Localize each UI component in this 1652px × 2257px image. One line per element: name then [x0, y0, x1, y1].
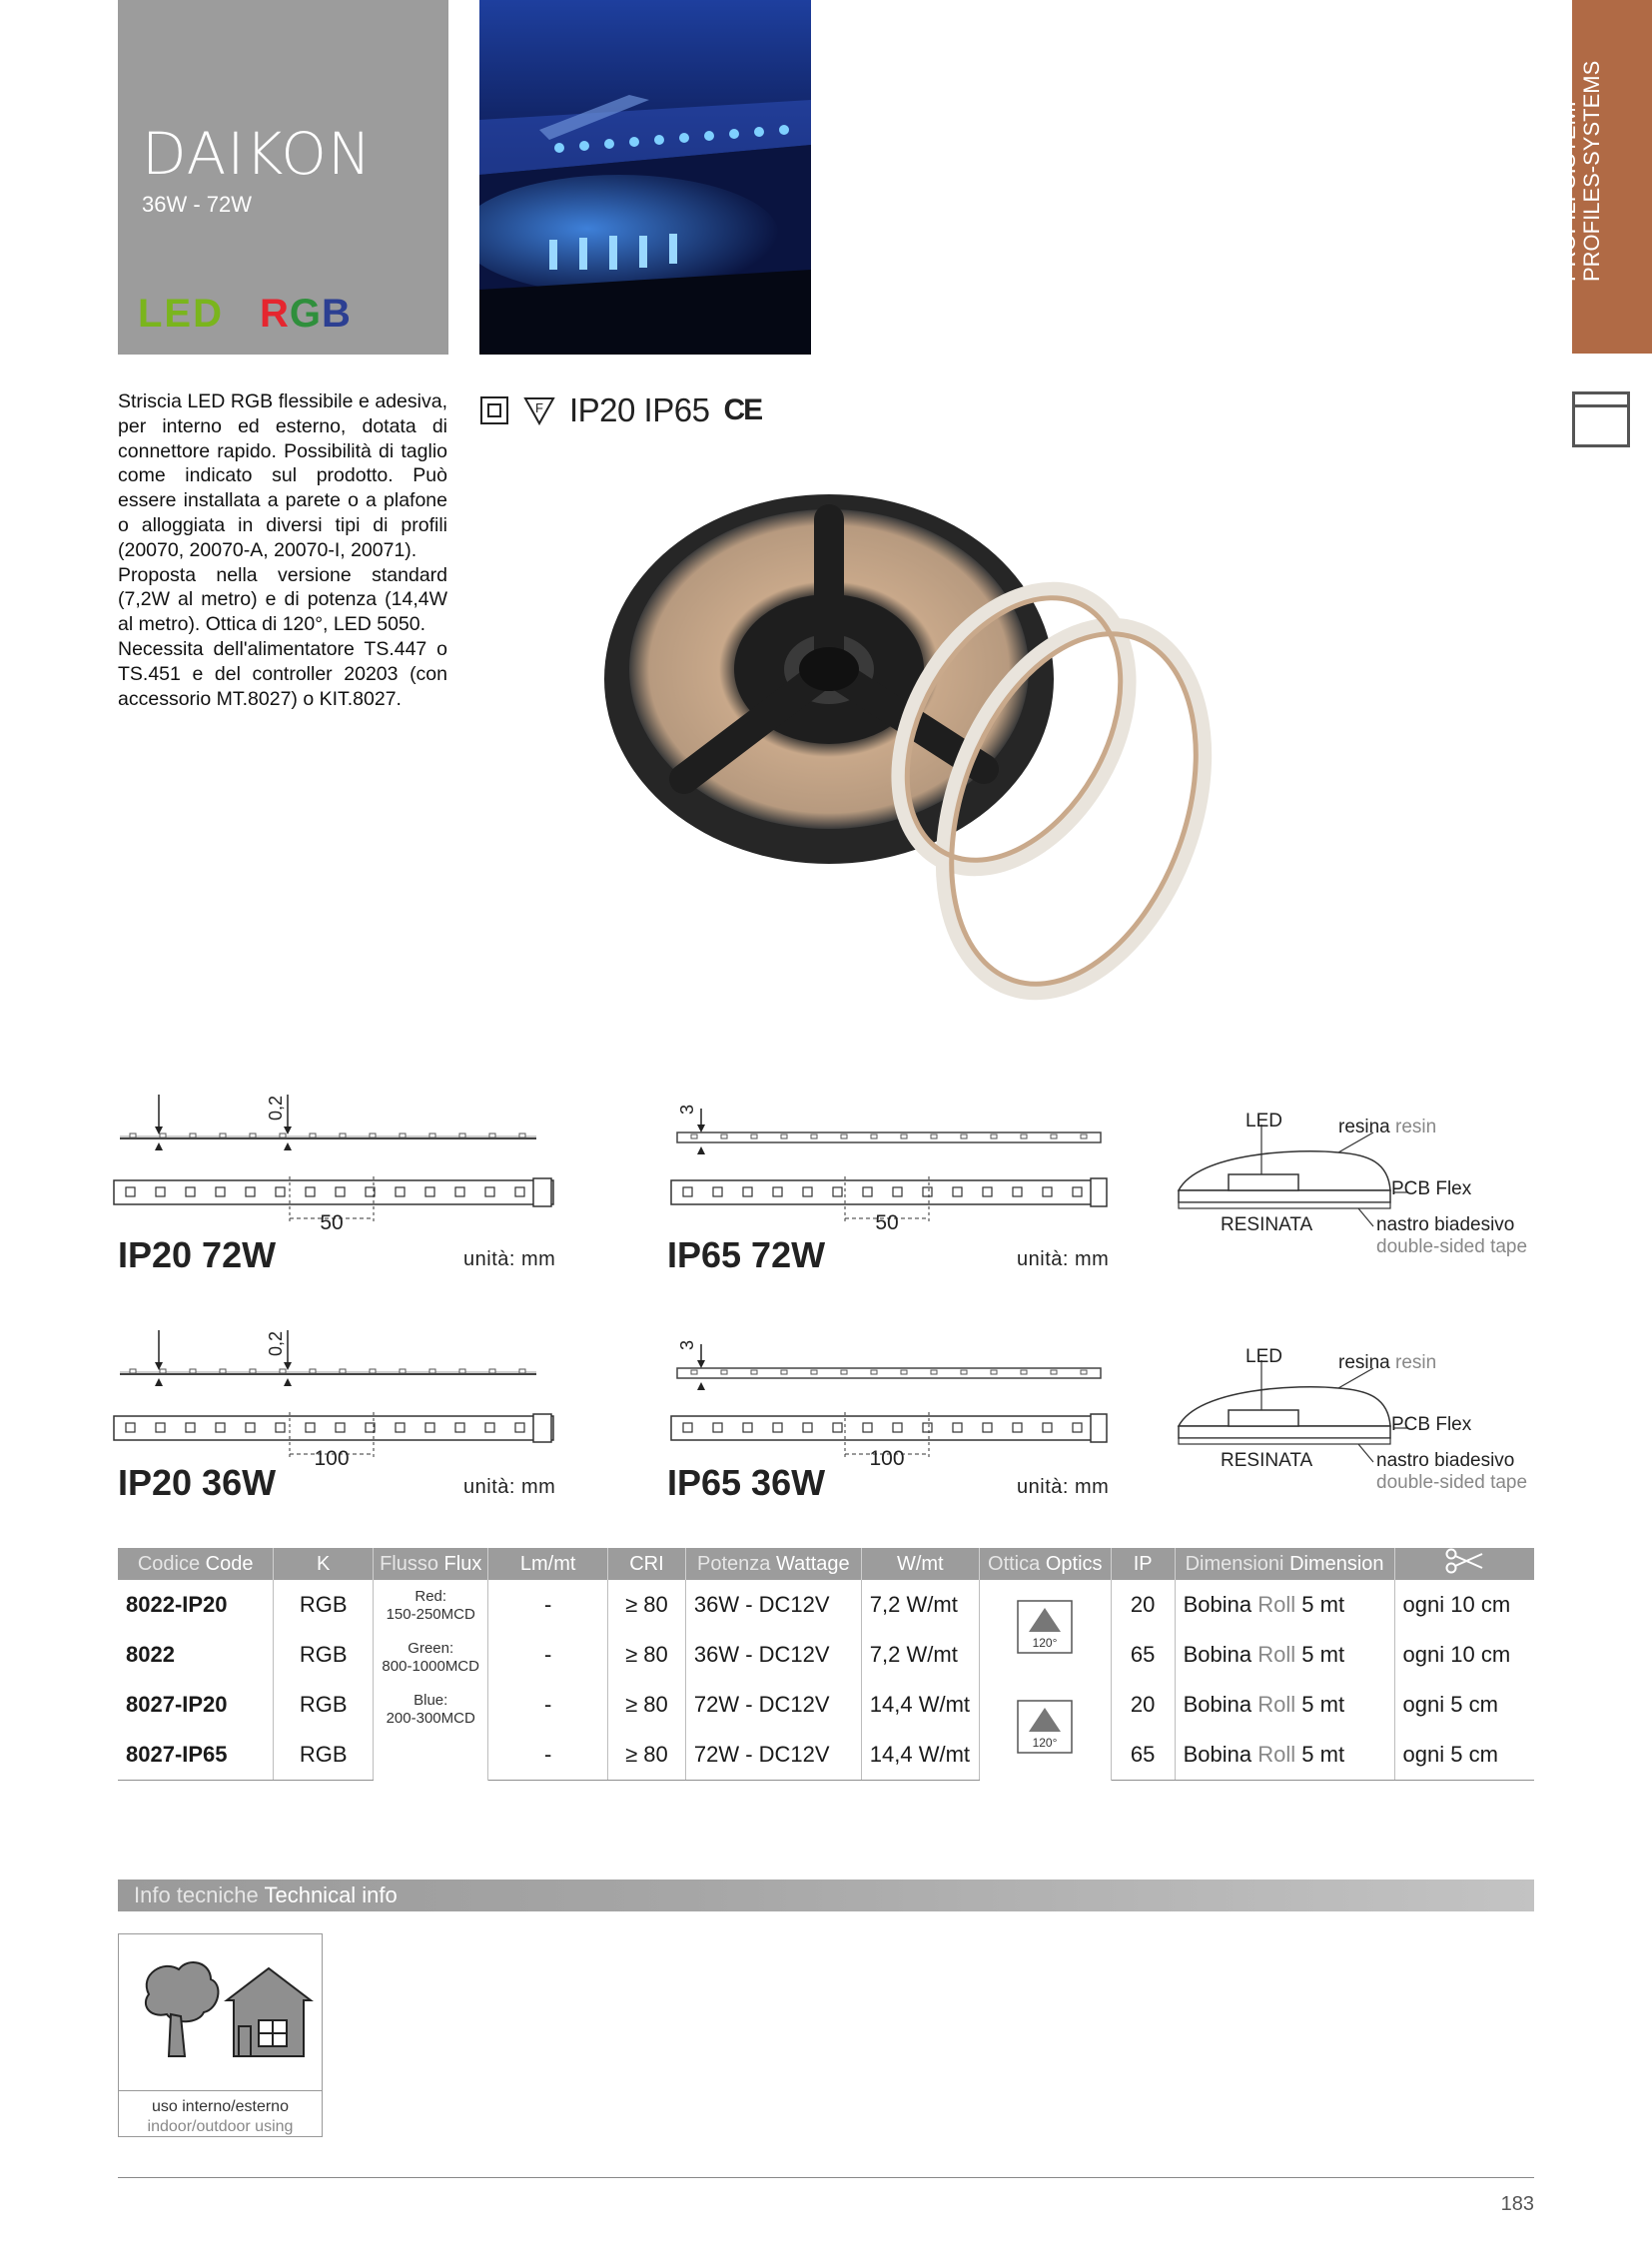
page-number: 183 [1500, 2193, 1534, 2215]
row-power: 72W - DC12V [685, 1730, 861, 1780]
flux-green-value: 800-1000MCD [382, 1658, 479, 1675]
category-tab-text [1556, 61, 1604, 282]
row-code: 8027-IP65 [118, 1730, 274, 1780]
info-band-en: Technical info [264, 1882, 398, 1907]
header-cri: CRI [608, 1548, 686, 1580]
ip65-36w-thickness-label: 3 [677, 1339, 697, 1350]
header-k: K [274, 1548, 374, 1580]
ip20-72w-pitch-label: 50 [320, 1211, 344, 1234]
row-cri: ≥ 80 [608, 1680, 686, 1730]
section2-tape-label: nastro biadesivo double-sided tape [1376, 1450, 1528, 1493]
section1-resin-label: resina resin [1338, 1117, 1437, 1137]
header-dimension: Dimensioni Dimension [1175, 1548, 1394, 1580]
optics-cell-2 [979, 1680, 1111, 1780]
section2-pcb-label: PCB Flex [1391, 1414, 1472, 1435]
flux-red-value: 150-250MCD [386, 1606, 475, 1623]
row-k: RGB [274, 1730, 374, 1780]
section2-resin-label: resina resin [1338, 1352, 1437, 1373]
header-flux: Flusso Flux [374, 1548, 488, 1580]
ip20-36w-drawing [112, 1324, 561, 1414]
product-title: DAIKON [142, 120, 373, 188]
spec-table [118, 1548, 1534, 1781]
table-row [118, 1580, 1534, 1630]
header-cut [1394, 1548, 1534, 1580]
row-power: 72W - DC12V [685, 1680, 861, 1730]
technical-info-band [118, 1880, 1534, 1911]
section1-led-label: LED [1245, 1111, 1282, 1131]
row-lm: - [488, 1580, 608, 1630]
indoor-outdoor-info [118, 1933, 323, 2137]
header-optics: Ottica Optics [979, 1548, 1111, 1580]
ip20-72w-label: IP20 72W [118, 1234, 277, 1275]
row-ip: 65 [1111, 1630, 1175, 1680]
optic-120-icon [1017, 1700, 1073, 1754]
ip65-72w-top-view [669, 1176, 1119, 1236]
title-box [118, 0, 448, 355]
table-header-row [118, 1548, 1534, 1580]
row-ip: 65 [1111, 1730, 1175, 1780]
ip65-36w-label: IP65 36W [667, 1462, 826, 1503]
led-reel-image [604, 479, 1214, 1049]
row-wmt: 14,4 W/mt [861, 1730, 979, 1780]
header-wmt: W/mt [861, 1548, 979, 1580]
row-ip: 20 [1111, 1680, 1175, 1730]
row-k: RGB [274, 1680, 374, 1730]
table-row [118, 1680, 1534, 1730]
row-ip: 20 [1111, 1580, 1175, 1630]
ip20-36w-label: IP20 36W [118, 1462, 277, 1503]
optic-angle-label: 120° [1032, 1736, 1058, 1750]
product-photo [479, 0, 811, 355]
row-lm: - [488, 1730, 608, 1780]
header-power: Potenza Wattage [685, 1548, 861, 1580]
row-dimension: Bobina Roll 5 mt [1175, 1680, 1394, 1730]
ip20-72w-thickness-label: 0,2 [266, 1095, 286, 1121]
flux-green-label: Green: [408, 1640, 454, 1657]
row-wmt: 14,4 W/mt [861, 1680, 979, 1730]
flux-red-label: Red: [414, 1588, 447, 1605]
ip20-72w-unit: unità: mm [463, 1248, 556, 1270]
row-dimension: Bobina Roll 5 mt [1175, 1580, 1394, 1630]
row-power: 36W - DC12V [685, 1580, 861, 1630]
profile-icon [1572, 391, 1630, 447]
ip20-36w-pitch-label: 100 [314, 1447, 350, 1470]
description-paragraph-2: Proposta nella versione standard (7,2W al metro) e di potenza (14,4W al metro). Ottica di 120°, LED 5050. [118, 563, 447, 636]
table-row [118, 1630, 1534, 1680]
row-lm: - [488, 1630, 608, 1680]
certification-symbols [479, 387, 761, 433]
ip65-72w-label: IP65 72W [667, 1234, 826, 1275]
ip65-72w-unit: unità: mm [1017, 1248, 1110, 1270]
blue-led-photo-image [479, 0, 811, 355]
scissors-icon [1444, 1548, 1484, 1574]
row-code: 8022 [118, 1630, 274, 1680]
row-cut: ogni 5 cm [1394, 1730, 1534, 1780]
class-ii-icon [479, 395, 509, 425]
row-k: RGB [274, 1630, 374, 1680]
row-wmt: 7,2 W/mt [861, 1580, 979, 1630]
ip65-72w-thickness-label: 3 [677, 1104, 697, 1115]
category-tab-line1: PROFILI-SISTEMI [1555, 101, 1580, 282]
rgb-logo: RGB [260, 292, 352, 336]
row-code: 8022-IP20 [118, 1580, 274, 1630]
section2-resinata-label: RESINATA [1221, 1450, 1313, 1471]
row-dimension: Bobina Roll 5 mt [1175, 1730, 1394, 1780]
description-paragraph-1: Striscia LED RGB flessibile e adesiva, per interno ed esterno, dotata di connettore rapido. Possibilità di taglio come indicato sul prodotto. Può essere installata a parete o a plafone o alloggiata in diversi tipi di profili (20070, 20070-A, 20070-I, 20071). [118, 390, 447, 561]
row-cri: ≥ 80 [608, 1580, 686, 1630]
row-dimension: Bobina Roll 5 mt [1175, 1630, 1394, 1680]
row-cri: ≥ 80 [608, 1630, 686, 1680]
product-subtitle: 36W - 72W [142, 192, 253, 217]
led-logo: LED [138, 292, 224, 336]
ip20-72w-top-view [112, 1176, 561, 1236]
ip65-36w-unit: unità: mm [1017, 1476, 1110, 1498]
ip65-36w-pitch-label: 100 [869, 1447, 905, 1470]
ip20-36w-unit: unità: mm [463, 1476, 556, 1498]
row-cri: ≥ 80 [608, 1730, 686, 1780]
section1-pcb-label: PCB Flex [1391, 1178, 1472, 1199]
ip65-36w-drawing [669, 1324, 1109, 1414]
row-code: 8027-IP20 [118, 1680, 274, 1730]
info-band-it: Info tecniche [134, 1882, 259, 1907]
led-reel-drawing [604, 479, 1214, 1049]
ce-mark-icon: CE [723, 393, 762, 426]
section1-tape-label: nastro biadesivo double-sided tape [1376, 1214, 1528, 1257]
row-cut: ogni 5 cm [1402, 1692, 1498, 1717]
row-cut: ogni 10 cm [1402, 1642, 1511, 1667]
category-side-tab [1555, 0, 1652, 354]
optic-120-icon [1017, 1600, 1073, 1654]
header-code: Codice Code [118, 1548, 274, 1580]
row-lm: - [488, 1680, 608, 1730]
ip20-36w-thickness-label: 0,2 [266, 1330, 286, 1356]
f-mark-letter: F [535, 400, 543, 415]
row-cut: ogni 10 cm [1402, 1592, 1511, 1617]
footer-divider [118, 2177, 1534, 2178]
indoor-outdoor-icon [119, 1934, 324, 2090]
row-k: RGB [274, 1580, 374, 1630]
product-description [118, 389, 447, 711]
header-lm: Lm/mt [488, 1548, 608, 1580]
flux-blue-value: 200-300MCD [386, 1710, 475, 1727]
section1-resinata-label: RESINATA [1221, 1214, 1313, 1235]
row-wmt: 7,2 W/mt [861, 1630, 979, 1680]
optic-angle-label: 120° [1032, 1636, 1058, 1650]
ip65-72w-pitch-label: 50 [875, 1211, 899, 1234]
description-paragraph-3: Necessita dell'alimentatore TS.447 o TS.451 e del controller 20203 (con accessorio MT.8027) o KIT.8027. [118, 637, 447, 710]
category-tab-line2: PROFILES-SYSTEMS [1579, 60, 1604, 282]
optics-cell-1 [979, 1580, 1111, 1680]
ip20-72w-drawing [112, 1089, 561, 1178]
section2-led-label: LED [1245, 1346, 1282, 1367]
row-power: 36W - DC12V [685, 1630, 861, 1680]
f-mark-icon [523, 395, 555, 425]
ip65-72w-drawing [669, 1089, 1109, 1178]
table-row [118, 1730, 1534, 1780]
header-ip: IP [1111, 1548, 1175, 1580]
ip-rating-text: IP20 IP65 [569, 391, 710, 428]
indoor-outdoor-caption: uso interno/esterno indoor/outdoor using [119, 2090, 322, 2137]
flux-blue-label: Blue: [413, 1692, 448, 1709]
flux-values [374, 1580, 488, 1780]
